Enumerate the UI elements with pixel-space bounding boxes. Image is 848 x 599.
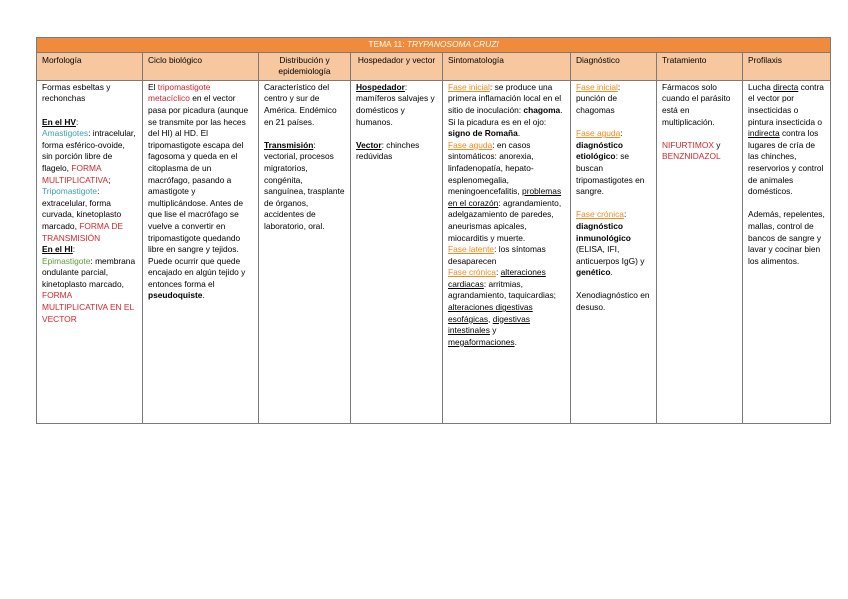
header-sintomatologia: Sintomatología — [443, 52, 571, 80]
cell-morfologia: Formas esbeltas y rechonchas En el HV: Amastigotes: intracelular, forma esférico-ovoide, sin porción libre de flagelo, FORMA MULTIPLICATIVA; Tripomastigote: extracelular, forma curvada, kinetoplasto marcado, FORMA DE TRANSMISIÓN En el HI: Epimastigote: membrana ondulante parcial, kinetoplasto marcado, FORMA MULTIPLICATIVA EN EL VECTOR — [37, 80, 143, 423]
cell-tratamiento: Fármacos solo cuando el parásito está en multiplicación. NIFURTIMOX y BENZNIDAZOL — [657, 80, 743, 423]
species-name: TRYPANOSOMA CRUZI — [406, 39, 499, 49]
cell-sintomatologia: Fase inicial: se produce una primera inflamación local en el sitio de inoculación: chagoma. Si la picadura es en el ojo: signo de Romaña. Fase aguda: en casos sintomáticos: anorexia, linfadenopatía, hepato-esplenomegalia, meningoencefalitis, problemas en el corazón: agrandamiento, adelgazamiento de paredes, aneurismas apicales, miocarditis y muerte. Fase latente: los síntomas desaparecen Fase crónica: alteraciones cardiacas: arritmias, agrandamiento, taquicardias; alteraciones digestivas esofágicas, digestivas intestinales y megaformaciones. — [443, 80, 571, 423]
header-tratamiento: Tratamiento — [657, 52, 743, 80]
header-hospedador: Hospedador y vector — [351, 52, 443, 80]
header-ciclo: Ciclo biológico — [143, 52, 259, 80]
cell-profilaxis: Lucha directa contra el vector por insecticidas o pintura insecticida o indirecta contra los lugares de cría de las chinches, reservorios y control de animales domésticos. Además, repelentes, mallas, control de bancos de sangre y lavar y cocinar bien los alimentos. — [743, 80, 831, 423]
table-title: TEMA 11: TRYPANOSOMA CRUZI — [37, 38, 831, 53]
header-profilaxis: Profilaxis — [743, 52, 831, 80]
header-distribucion: Distribución y epidemiología — [259, 52, 351, 80]
cell-diagnostico: Fase inicial: punción de chagomas Fase aguda: diagnóstico etiológico: se buscan tripomastigotes en sangre. Fase crónica: diagnóstico inmunológico (ELISA, IFI, anticuerpos IgG) y genético. Xenodiagnóstico en desuso. — [571, 80, 657, 423]
header-morfologia: Morfología — [37, 52, 143, 80]
header-diagnostico: Diagnóstico — [571, 52, 657, 80]
cell-hospedador: Hospedador: mamíferos salvajes y domésticos y humanos. Vector: chinches redúvidas — [351, 80, 443, 423]
cell-ciclo: El tripomastigote metacíclico en el vector pasa por picadura (aunque se transmite por las heces del HI) al HD. El tripomastigote escapa del fagosoma y queda en el citoplasma de un macrófago, pasando a amastigote y multiplicándose. Antes de que lise el macrófago se vuelve a convertir en tripomastigote quedando libre en sangre y tejidos. Puede ocurrir que quede encajado en algún tejido y entonces forma el pseudoquiste. — [143, 80, 259, 423]
cell-distribucion: Característico del centro y sur de América. Endémico en 21 países. Transmisión: vectorial, procesos migratorios, congénita, sanguínea, trasplante de órganos, accidentes de laboratorio, oral. — [259, 80, 351, 423]
content-table — [36, 37, 831, 424]
